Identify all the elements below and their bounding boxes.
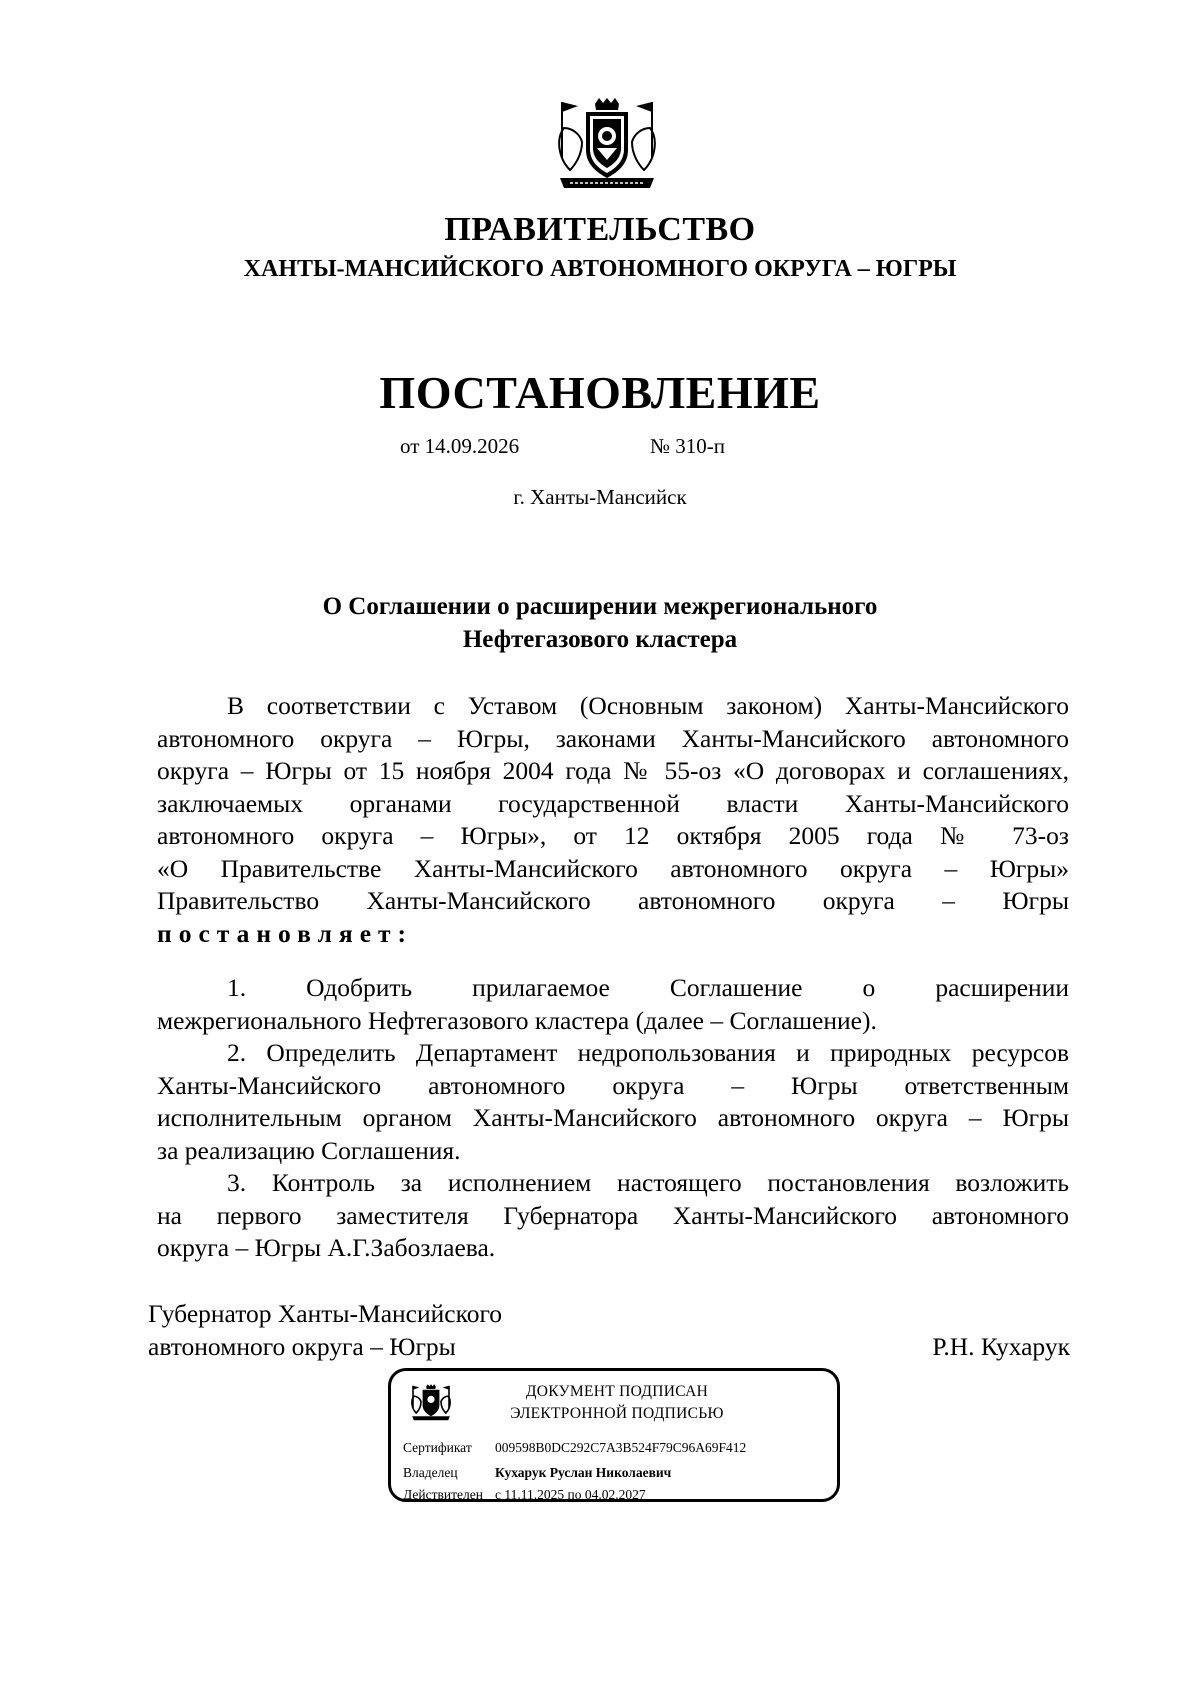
document-city: г. Ханты-Мансийск: [513, 485, 687, 509]
decree-word: постановляет:: [157, 918, 414, 948]
electronic-signature-stamp: [388, 1368, 840, 1502]
text-line: автономного округа – Югры, законами Ханты-Мансийского автономного: [157, 723, 1069, 753]
text-line: Ханты-Мансийского автономного округа – Югры ответственным: [157, 1070, 1069, 1100]
signatory-position: [148, 1297, 502, 1363]
text-line: межрегионального Нефтегазового кластера (далее – Соглашение).: [157, 1005, 877, 1035]
stamp-heading: ДОКУМЕНТ ПОДПИСАН: [525, 1383, 709, 1400]
document-number: № 310-п: [650, 434, 726, 458]
text-line: на первого заместителя Губернатора Ханты-Мансийского автономного: [157, 1200, 1069, 1230]
stamp-details: [403, 1371, 833, 1505]
certificate-label: Сертификат: [403, 1440, 472, 1455]
document-type: ПОСТАНОВЛЕНИЕ: [379, 367, 821, 418]
subject-line: О Соглашении о расширении межрегионального: [322, 593, 878, 620]
validity-label: Действителен: [403, 1487, 483, 1502]
text-line: 1. Одобрить прилагаемое Соглашение о расширении: [227, 973, 1069, 1002]
text-line: 3. Контроль за исполнением настоящего постановления возложить: [227, 1168, 1069, 1197]
position-line: Губернатор Ханты-Мансийского: [148, 1299, 503, 1328]
text-line: исполнительным органом Ханты-Мансийского автономного округа – Югры: [157, 1103, 1069, 1132]
owner-value: Кухарук Руслан Николаевич: [495, 1465, 672, 1480]
text-line: заключаемых органами государственной власти Ханты-Мансийского: [157, 788, 1069, 818]
text-line: округа – Югры А.Г.Забозлаева.: [157, 1233, 496, 1262]
certificate-value: 009598B0DC292C7A3B524F79C96A69F412: [495, 1440, 747, 1455]
position-line: автономного округа – Югры: [148, 1332, 456, 1361]
resolution-items: [157, 972, 1069, 1265]
text-line: автономного округа – Югры», от 12 октября 2005 года № 73-оз: [157, 821, 1069, 850]
org-subtitle: ХАНТЫ-МАНСИЙСКОГО АВТОНОМНОГО ОКРУГА – ЮГРЫ: [243, 256, 957, 282]
text-line: 2. Определить Департамент недропользования и природных ресурсов: [227, 1038, 1069, 1067]
text-line: В соответствии с Уставом (Основным законом) Ханты-Мансийского: [227, 691, 1069, 720]
stamp-heading: ЭЛЕКТРОННОЙ ПОДПИСЬЮ: [510, 1405, 724, 1422]
validity-value: с 11.11.2025 по 04.02.2027: [495, 1487, 646, 1502]
document-date: от 14.09.2026: [400, 434, 520, 458]
org-title: ПРАВИТЕЛЬСТВО: [444, 211, 756, 248]
document-subject: [0, 590, 1200, 656]
text-line: «О Правительстве Ханты-Мансийского автономного округа – Югры»: [157, 853, 1069, 883]
text-line: Правительство Ханты-Мансийского автономного округа – Югры: [157, 886, 1069, 915]
text-line: за реализацию Соглашения.: [157, 1135, 461, 1165]
signatory-name: Р.Н. Кухарук: [932, 1332, 1070, 1361]
coat-of-arms-icon: [552, 98, 662, 192]
owner-label: Владелец: [403, 1465, 458, 1480]
preamble-paragraph: [157, 690, 1069, 950]
subject-line: Нефтегазового кластера: [462, 626, 738, 653]
text-line: округа – Югры от 15 ноября 2004 года № 55-оз «О договорах и соглашениях,: [157, 756, 1069, 785]
